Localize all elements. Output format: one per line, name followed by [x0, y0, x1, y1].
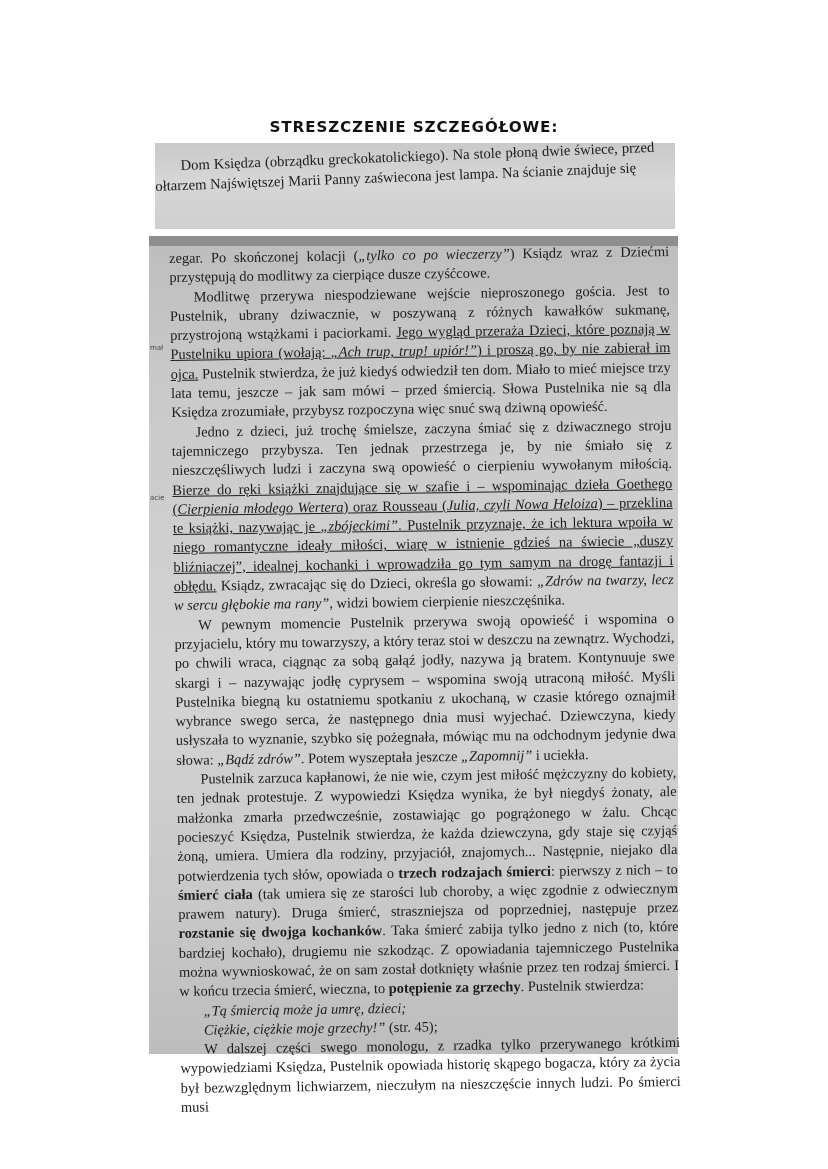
photo-intro: [155, 139, 675, 229]
page-heading: STRESZCZENIE SZCZEGÓŁOWE:: [269, 118, 559, 136]
paragraph: Jedno z dzieci, już trochę śmielsze, zaczyna śmiać się z dziwacznego stroju tajemniczego przybysza. Ten jednak przestrzega je, by nie śmiało się z nieszczęśliwych ludzi i zaczyna swą opowieść o cierpieniu wywołanym miłością. Bierze do ręki książki znajdujące się w szafie i – wspominając dzieła Goethego (Cierpienia młodego Wertera) oraz Rousseau (Julia, czyli Nowa Heloiza) – przeklina te książki, nazywając je „zbójeckimi”. Pustelnik przyznaje, że ich lektura wpoiła w niego romantyczne ideały miłości, wiarę w istnienie gdzieś na świecie „duszy bliźniaczej”, idealnej kochanki i wprowadziła go tym samym na drogę fantazji i obłędu. Ksiądz, zwracając się do Dzieci, określa go słowami: „Zdrów na twarzy, lecz w sercu głębokie ma rany”, widzi bowiem cierpienie nieszczęśnika.: [171, 417, 674, 615]
photo-main-page: [149, 236, 681, 1116]
verse-line: Ciężkie, ciężkie moje grzechy!” (str. 45);: [203, 1019, 438, 1039]
margin-note: mał: [150, 344, 164, 352]
summary-body: [169, 243, 681, 1118]
paragraph: zegar. Po skończonej kolacji („tylko co po wieczerzy”) Ksiądz wraz z Dziećmi przystępują do modlitwy za cierpiące dusze czyśćcowe.: [169, 244, 670, 287]
paragraph: Modlitwę przerywa niespodziewane wejście nieproszonego gościa. Jest to Pustelnik, ubrany dziwacznie, w poszywaną z różnych kawałków sukmanę, przystrojoną wstążkami i paciorkami. Jego wygląd przeraża Dzieci, które poznają w Pustelniku upiora (wołają: „Ach trup, trup! upiór!”) i proszą go, by nie zabierał im ojca. Pustelnik stwierdza, że już kiedyś odwiedził ten dom. Miało to mieć miejsce trzy lata temu, jeszcze – jak sam mówi – przed śmiercią. Słowa Pustelnika nie są dla Księdza zrozumiałe, przybysz rozpoczyna więc snuć swą dziwną opowieść.: [169, 282, 672, 422]
paragraph: W pewnym momencie Pustelnik przerywa swoją opowieść i wspomina o przyjacielu, który mu towarzyszy, a który teraz stoi w deszczu na zewnątrz. Wychodzi, po chwili wraca, ciągnąc za sobą gałąź jodły, nazywa ją bratem. Kontynuuje swe skargi i – nazywając jodłę cyprysem – wspomina swoją utraconą miłość. Myśli Pustelnika biegną ku ostatniemu spotkaniu z ukochaną, w czasie którego oznajmił wybrance swego serca, że następnego dnia musi wyjechać. Dziewczyna, kiedy usłyszała to wyznanie, szybko się pożegnała, mówiąc mu na odchodnym jedynie dwa słowa: „Bądź zdrów”. Potem wyszeptała jeszcze „Zapomnij” i uciekła.: [174, 610, 676, 769]
intro-text: Dom Księdza (obrządku greckokatolickiego). Na stole płoną dwie świece, przed ołtarzem Najświętszej Marii Panny zaświecona jest lampa. Na ścianie znajduje się: [155, 139, 655, 195]
verse-line: „Tą śmiercią może ja umrę, dzieci;: [203, 1000, 407, 1020]
paragraph: Pustelnik zarzuca kapłanowi, że nie wie, czym jest miłość mężczyzny do kobiety, ten jednak protestuje. Z wypowiedzi Księdza wynika, że był niegdyś żonaty, ale małżonka zmarła przedwcześnie, zostawiając go pogrążonego w żalu. Chcąc pocieszyć Księdza, Pustelnik stwierdza, że każda dziewczyna, gdy staje się czyjąś żoną, umiera. Umiera dla rodziny, przyjaciół, znajomych... Następnie, niejako dla potwierdzenia tych słów, opowiada o trzech rodzajach śmierci: pierwszy z nich – to śmierć ciała (tak umiera się ze starości lub choroby, a więc zgodnie z odwiecznym prawem natury). Druga śmierć, straszniejsza od poprzedniej, następuje przez rozstanie się dwojga kochanków. Taka śmierć zabija tylko jedno z nich (to, które bardziej kochało), drugiemu nie szkodząc. Z opowiadania tajemniczego Pustelnika można wywnioskować, że on sam został dotknięty właśnie przez ten rodzaj śmierci. I w końcu trzecia śmierć, wieczna, to potępienie za grzechy. Pustelnik stwierdza:: [176, 764, 680, 1001]
paragraph: W dalszej części swego monologu, z rzadka tylko przerywanego krótkimi wypowiedziami Księdza, Pustelnik opowiada historię skąpego bogacza, który za życia był bezwzględnym lichwiarzem, nieczułym na nieszczęście innych ludzi. Po śmierci musi: [180, 1035, 681, 1116]
margin-note: acie: [150, 494, 165, 502]
